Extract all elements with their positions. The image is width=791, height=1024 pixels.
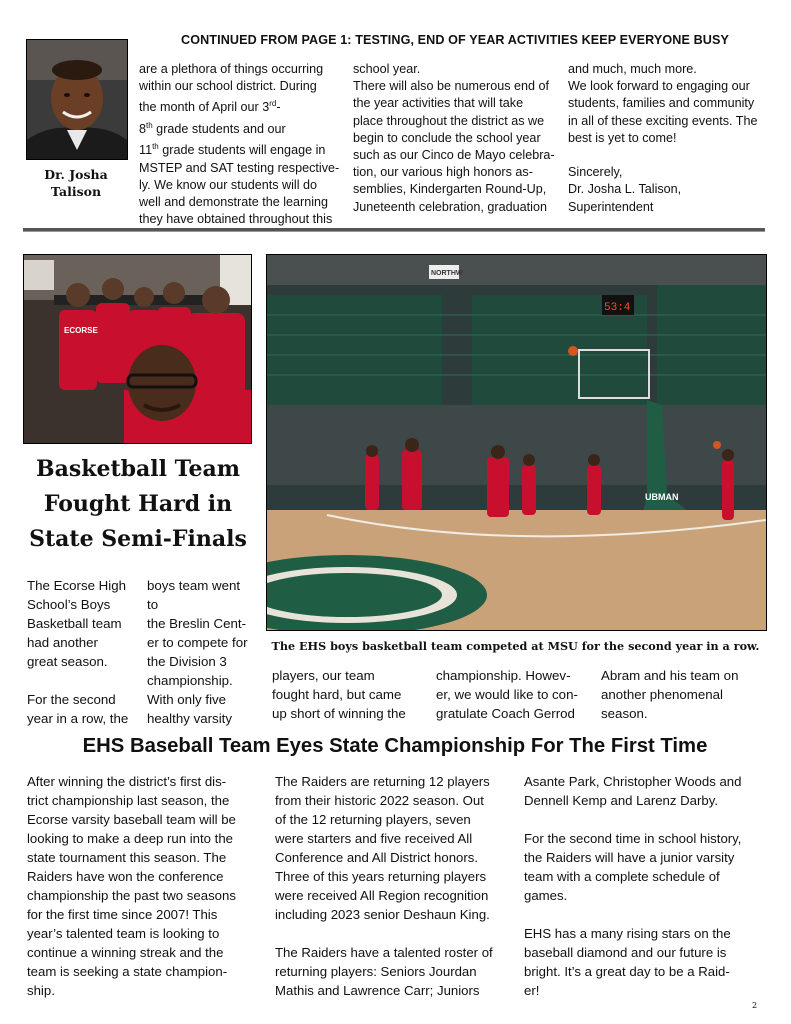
basketball-column-4: championship. Howev- er, we would like to con- gratulate Coach Gerrod [436, 668, 578, 721]
page-number: 2 [752, 1001, 758, 1010]
baseball-column-1: After winning the district’s first dis- trict championship last season, the Ecorse varsity baseball team will be looking to make a deep run into the state tournament this season. The Raiders have won the conference championship the past two seasons for the first time since 2007! This year’s talented team is looking to continue a winning streak and the team is seeking a state champion- ship. [27, 774, 236, 998]
page-header-title: CONTINUED FROM PAGE 1: TESTING, END OF YEAR ACTIVITIES KEEP EVERYONE BUSY [181, 33, 729, 47]
baseball-column-2: The Raiders are returning 12 players from their historic 2022 season. Out of the 12 returning players, seven were starters and five received All Conference and All District honors. Three of this years returning players were received All Region recognition including 2023 senior Deshaun King. The Raiders have a talented roster of returning players: Seniors Jourdan Mathis and Lawrence Carr; Juniors [275, 774, 493, 998]
baseball-headline: EHS Baseball Team Eyes State Championship For The First Time [82, 735, 708, 757]
header-column-2: school year. There will also be numerous end of the year activities that will take place throughout the district as we begin to conclude the school year such as our Cinco de Mayo celebra- tion, our various high honors as- semblies, Kindergarten Round-Up, Juneteenth celebration, graduation [353, 62, 555, 214]
basketball-headline: Basketball Team Fought Hard in State Semi-Finals [29, 456, 247, 552]
basketball-column-1: The Ecorse High School’s Boys Basketball team had another great season. For the second year in a row, the [27, 578, 129, 726]
jersey-lettering: ECORSE [64, 326, 98, 335]
basketball-column-5: Abram and his team on another phenomenal season. [601, 668, 739, 721]
scoreboard-display: 53:4 [604, 302, 631, 314]
superintendent-caption: Dr. Josha Talison [44, 167, 108, 199]
section-divider [23, 228, 765, 232]
team-selfie-photo [23, 254, 252, 444]
baseball-column-3: Asante Park, Christopher Woods and Dennell Kemp and Larenz Darby. For the second time in school history, the Raiders will have a junior varsity team with a complete schedule of games. EHS has a many rising stars on the baseball diamond and our future is bright. It’s a great day to be a Raid- er! [524, 774, 742, 998]
stanchion-banner: UBMAN [645, 492, 679, 502]
superintendent-portrait [26, 39, 128, 160]
arena-sign: NORTHW [431, 270, 463, 277]
header-column-3: and much, much more. We look forward to engaging our students, families and community in all of these exciting events. The best is yet to come! Sincerely, Dr. Josha L. Talison, Superintendent [568, 62, 758, 214]
arena-photo-caption: The EHS boys basketball team competed at MSU for the second year in a row. [271, 639, 760, 653]
arena-court-photo [266, 254, 767, 631]
basketball-column-2: boys team went to the Breslin Cent- er to compete for the Division 3 championship. With only five healthy varsity [147, 578, 248, 726]
header-column-1: are a plethora of things occurring within our school district. During the month of April our 3rd- 8th grade students and our 11th grade students will engage in MSTEP and SAT testing respective- ly. We know our students will do well and demonstrate the learning they have obtained throughout this [139, 62, 340, 227]
basketball-column-3: players, our team fought hard, but came up short of winning the [272, 668, 406, 721]
